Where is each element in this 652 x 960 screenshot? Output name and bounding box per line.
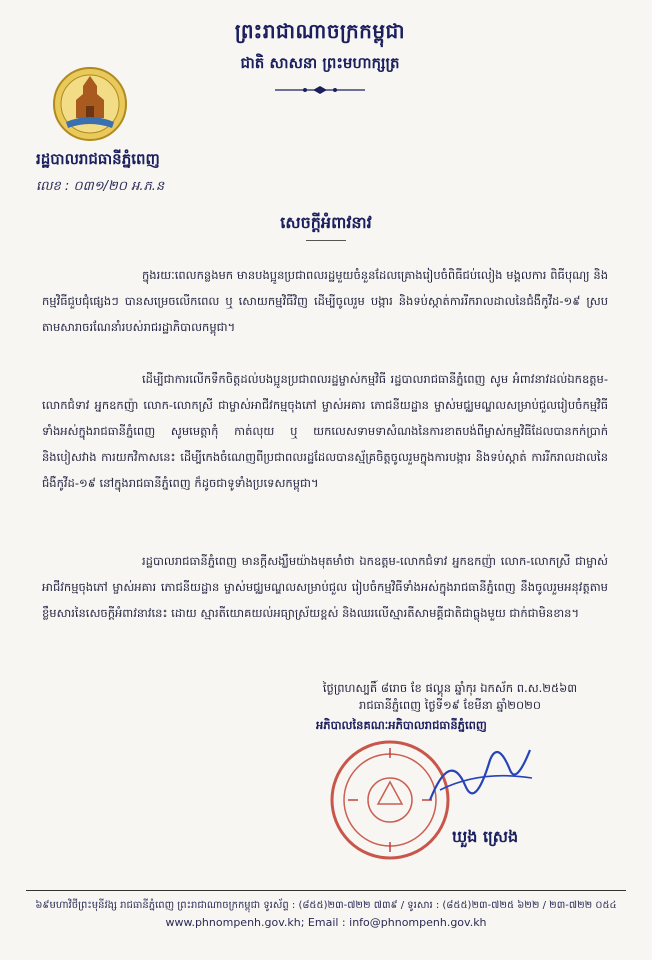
national-motto: ជាតិ សាសនា ព្រះមហាក្សត្រ xyxy=(240,54,400,72)
phnom-penh-seal-logo xyxy=(52,66,128,142)
handwritten-signature xyxy=(420,730,540,820)
paragraph-text: ក្នុងរយៈពេលកន្លងមក មានបងប្អូនប្រជាពលរដ្ឋមួយចំនួនដែលគ្រោងរៀបចំពិធីជប់លៀង មង្គលការ ពិធីបុណ្យ និងកម្មវិធីជួបជុំផ្សេងៗ បានសម្រេចលើកពេល ឬ សោយកម្មវិធីវិញ ដើម្បីចូលរួម បង្ការ និងទប់ស្កាត់ការរីករាលដាលនៃជំងឺកូវីដ-១៩ ស្របតាមសារាចរណែនាំរបស់រាជរដ្ឋាភិបាលកម្ពុជា។ xyxy=(42,268,608,334)
signer-name: ឃួង ស្រេង xyxy=(452,827,519,846)
lunar-date: ថ្ងៃព្រហស្បតិ៍ ៨រោច ខែ ផល្គុន ឆ្នាំកុរ ឯកស័ក ព.ស.២៥៦៣ xyxy=(322,681,578,695)
date-block xyxy=(300,680,600,714)
paragraph-3 xyxy=(42,548,608,626)
issuing-office: រដ្ឋបាលរាជធានីភ្នំពេញ xyxy=(36,150,160,168)
ornament-divider xyxy=(170,80,470,99)
signer-role: អភិបាលនៃគណៈអភិបាលរាជធានីភ្នំពេញ xyxy=(316,718,487,732)
footer-divider xyxy=(26,890,626,891)
footer-address: ៦៩មហាវិថីព្រះមុនីវង្ស រាជធានីភ្នំពេញ ព្រះរាជាណាចក្រកម្ពុជា ទូរស័ព្ទ : (៨៥៥)២៣-៧២២ ៧៣៩ / ទូរសារ : (៨៥៥)២៣-៧២៥ ៦២២ / ២៣-៧២២ ០៥៤ xyxy=(35,900,617,911)
letterhead xyxy=(170,18,470,99)
kingdom-title: ព្រះរាជាណាចក្រកម្ពុជា xyxy=(234,19,406,43)
place-date: រាជធានីភ្នំពេញ ថ្ងៃទី១៩ ខែមីនា ឆ្នាំ២០២០ xyxy=(359,698,541,712)
paragraph-text: ដើម្បីជាការលើកទឹកចិត្តដល់បងប្អូនប្រជាពលរដ្ឋម្ចាស់កម្មវិធី រដ្ឋបាលរាជធានីភ្នំពេញ សូម អំពាវនាវដល់ឯកឧត្តម-លោកជំទាវ អ្នកឧកញ៉ា លោក-លោកស្រី ជាម្ចាស់អាជីវកម្មចុងភៅ ម្ចាស់អគារ ភោជនីយដ្ឋាន ម្ចាស់មជ្ឈមណ្ឌលសម្រាប់ជួលរៀបចំកម្មវិធីទាំងអស់ក្នុងរាជធានីភ្នំពេញ សូមមេត្តាកុំ កាត់លុយ ឬ យកលេសទាមទាសំណងនៃការខាតបង់ពីម្ចាស់កម្មវិធីដែលបានកក់ប្រាក់ និងបៀសវាង ការយកវិកាសនេះ ដើម្បីកេងចំណេញពីប្រជាពលរដ្ឋដែលបានស្ម័គ្រចិត្តចូលរួមក្នុងការបង្ការ និងទប់ស្កាត់ ការរីករាលដាលនៃជំងឺកូវីដ-១៩ នៅក្នុងរាជធានីភ្នំពេញ ក៏ដូចជាទូទាំងប្រទេសកម្ពុជា។ xyxy=(42,372,608,490)
footer-contact[interactable]: www.phnompenh.gov.kh; Email : info@phnompenh.gov.kh xyxy=(165,916,487,929)
paragraph-2 xyxy=(42,366,608,496)
paragraph-1 xyxy=(42,262,608,340)
paragraph-text: រដ្ឋបាលរាជធានីភ្នំពេញ មានក្តីសង្ឃឹមយ៉ាងមុតមាំថា ឯកឧត្តម-លោកជំទាវ អ្នកឧកញ៉ា លោក-លោកស្រី ជាម្ចាស់អាជីវកម្មចុងភៅ ម្ចាស់អគារ ភោជនីយដ្ឋាន ម្ចាស់មជ្ឈមណ្ឌលសម្រាប់ជួល រៀបចំកម្មវិធីទាំងអស់ក្នុងរាជធានីភ្នំពេញ នឹងចូលរួមអនុវត្តតាមខ្លឹមសារនៃសេចក្តីអំពាវនាវនេះ ដោយ ស្មារតីយោគយល់អធ្យាស្រ័យខ្ពស់ និងឈរលើស្មារតីសាមគ្គីជាតិជាធ្លុងមួយ ជាក់ជាមិនខាន។ xyxy=(42,554,608,620)
reference-number: លេខ : ០៣១/២០ អ.ភ.ន xyxy=(36,179,165,194)
title-divider xyxy=(306,240,346,241)
document-title: សេចក្តីអំពាវនាវ xyxy=(280,213,372,232)
